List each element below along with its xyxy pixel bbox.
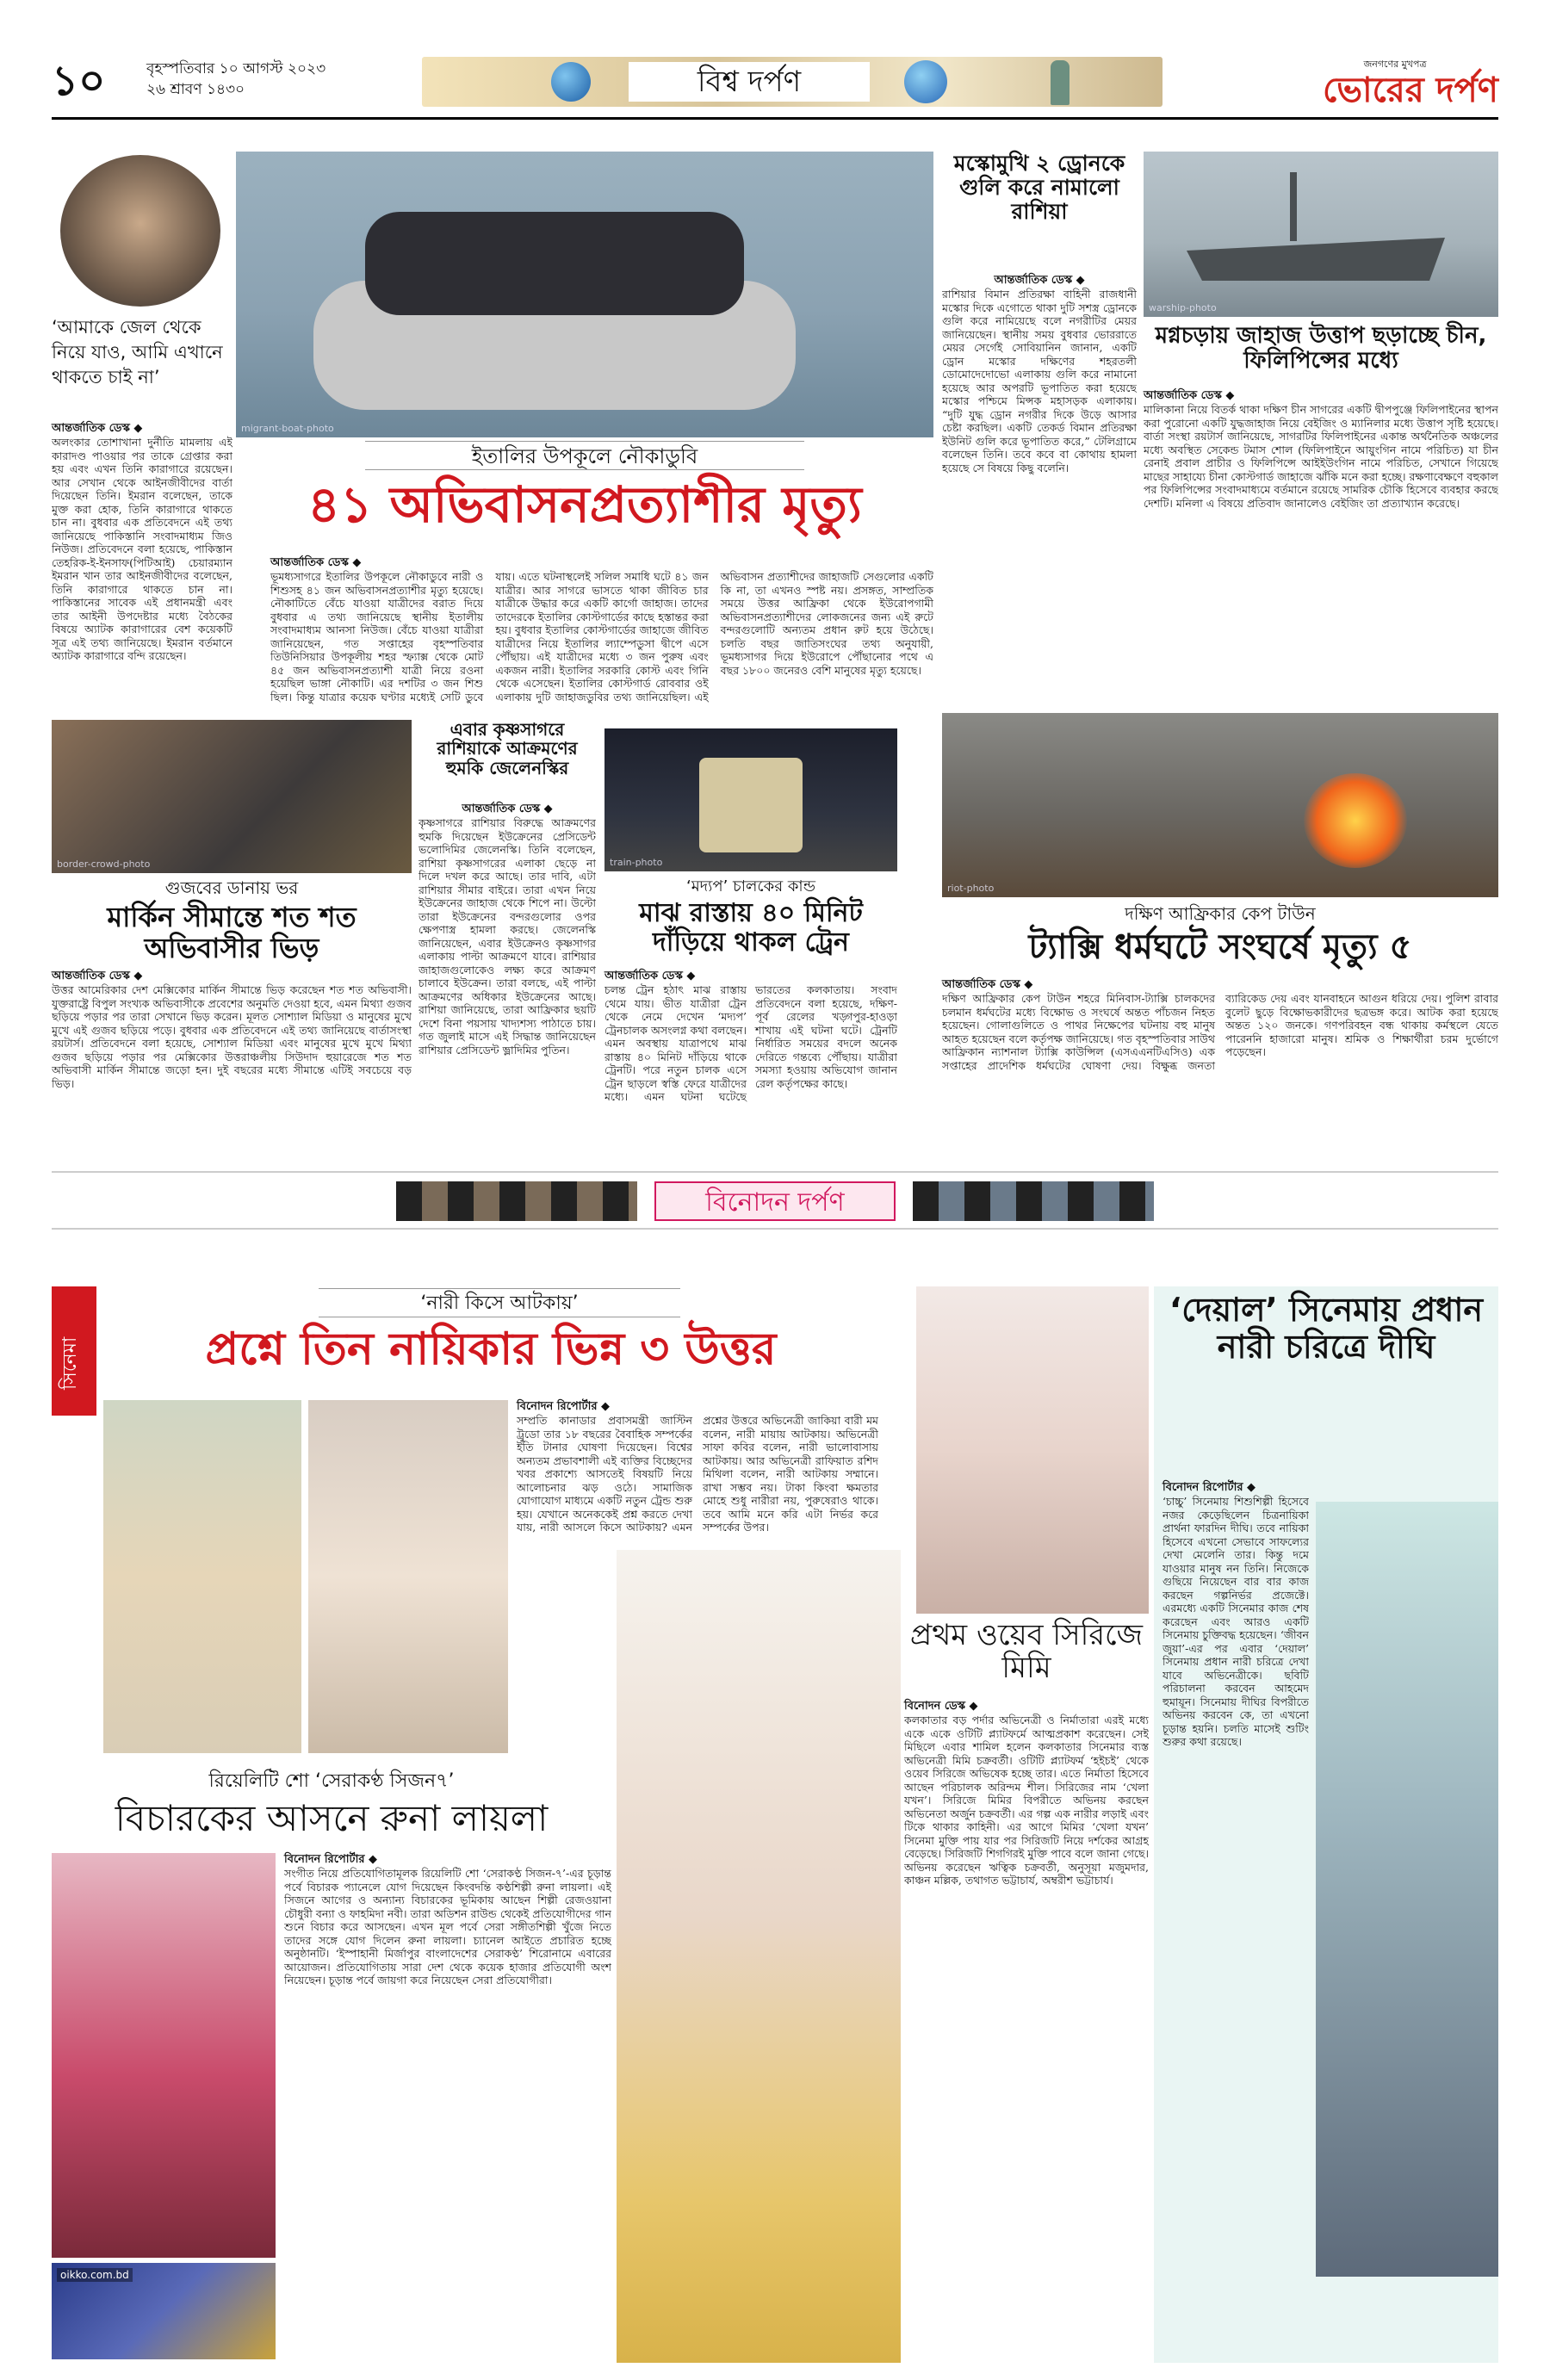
desk-label: আন্তর্জাতিক ডেস্ক ◆ <box>942 978 1033 991</box>
masthead-date <box>146 59 405 100</box>
people-group <box>365 212 744 315</box>
dighi-photo <box>1316 1502 1498 2277</box>
riot-photo: riot-photo <box>942 713 1498 897</box>
headline: মস্কোমুখি ২ ড্রোনকে গুলি করে নামালো রাশিয়া <box>953 151 1125 224</box>
article-body: দক্ষিণ আফ্রিকার কেপ টাউন শহরে মিনিবাস-ট্যাক্সি চালকদের চলমান ধর্মঘটের মধ্যে বিক্ষোভ ও সংঘর্ষে অন্তত পাঁচজন নিহত হয়েছেন। গোলাগুলিতে ও পাথর নিক্ষেপের ঘটনায় বহু মানুষ আহত হয়েছেন বলে কর্তৃপক্ষ জানিয়েছে। গত বৃহস্পতিবার সাউথ আফ্রিকান ন্যাশনাল ট্যাক্সি কাউন্সিল (এসএএনটিএসিও) এক সপ্তাহের প্রাদেশিক ধর্মঘটের ঘোষণা দেয়। বিক্ষুব্ধ জনতা ব্যারিকেড দেয় এবং যানবাহনে আগুন ধরিয়ে দেয়। পুলিশ রাবার বুলেট ছুড়ে বিক্ষোভকারীদের ছত্রভঙ্গ করে। আটক করা হয়েছে অন্তত ১২০ জনকে। গণপরিবহন বন্ধ থাকায় কর্মস্থলে যেতে পারেননি হাজারো মানুষ। শ্রমিক ও শিক্ষার্থীরা চরম দুর্ভোগে পড়েছেন। <box>942 992 1498 1072</box>
article-body: কলকাতার বড় পর্দার অভিনেত্রী ও নির্মাতারা এরই মধ্যে একে একে ওটিটি প্ল্যাটফর্মে আত্মপ্রকাশ করেছেন। সেই মিছিলে এবার শামিল হলেন কলকাতার সিনেমার ব্যস্ত অভিনেত্রী মিমি চক্রবর্তী। ওটিটি প্ল্যাটফর্ম ‘হইচই’ থেকে ওয়েব সিরিজে অভিষেক হচ্ছে তার। এতে নির্মাতা হিসেবে আছেন পরিচালক অরিন্দম শীল। সিরিজের নাম ‘খেলা যখন’। সিরিজে মিমির বিপরীতে অভিনয় করছেন অভিনেতা অর্জুন চক্রবর্তী। এর গল্প এক নারীর লড়াই এবং টিকে থাকার কাহিনী। এর আগে মিমির ‘খেলা যখন’ সিনেমা মুক্তি পায় যার পর সিরিজটি নিয়ে দর্শকের আগ্রহ বেড়েছে। সিরিজটি শিগগিরই মুক্তি পাবে বলে জানা গেছে। অভিনয় করেছেন ঋত্বিক চক্রবর্তী, অনুসূয়া মজুমদার, কাঞ্চন মল্লিক, তথাগত ভট্টাচার্য, অম্বরীশ ভট্টাচার্য। <box>904 1714 1149 1887</box>
desk-label: আন্তর্জাতিক ডেস্ক ◆ <box>52 970 143 982</box>
kicker: ইতালির উপকূলে নৌকাডুবি <box>365 441 804 470</box>
heroine-photo-3 <box>916 1286 1149 1614</box>
kicker: ‘নারী কিসে আটকায়’ <box>319 1288 680 1317</box>
kicker: ‘মদ্যপ’ চালকের কান্ড <box>685 877 816 896</box>
desk-label: আন্তর্জাতিক ডেস্ক ◆ <box>604 970 696 982</box>
brand-tagline: জনগণের মুখপত্র <box>1363 59 1427 70</box>
masthead <box>52 53 1498 133</box>
headline: প্রথম ওয়েব সিরিজে মিমি <box>909 1618 1144 1686</box>
side-tag-label: সিনেমা <box>59 1336 81 1390</box>
heroine-photo-1 <box>103 1400 301 1753</box>
gujarat-body-block <box>52 968 591 1128</box>
desk-label: বিনোদন রিপোর্টার ◆ <box>517 1400 611 1413</box>
headline: ৪১ অভিবাসনপ্রত্যাশীর মৃত্যু <box>307 475 862 534</box>
stage-photo <box>52 2263 276 2359</box>
article-body: সম্প্রতি কানাডার প্রবাসমন্ত্রী জাস্টিন ট্রুডো তার ১৮ বছরের বৈবাহিক সম্পর্কের ইতি টানার ঘোষণা দিয়েছেন। বিশ্বের অন্যতম প্রভাবশালী এই ব্যক্তির বিচ্ছেদের খবর প্রকাশ্যে আসতেই বিষয়টি নিয়ে আলোচনার ঝড় ওঠে। সামাজিক যোগাযোগ মাধ্যমে একটি নতুন ট্রেন্ড শুরু হয়। যেখানে অনেককেই প্রশ্ন করতে দেখা যায়, নারী আসলে কিসে আটকায়? এমন প্রশ্নের উত্তরে অভিনেত্রী জাকিয়া বারী মম বলেন, নারী মায়ায় আটকায়। অভিনেত্রী সাফা কবির বলেন, নারী ভালোবাসায় আটকায়। আর অভিনেত্রী রাফিয়াত রশিদ মিথিলা বলেন, নারী আটকায় সম্মানে। রাখা সম্ভব নয়। টাকা কিংবা ক্ষমতার মোহে শুধু নারীরা নয়, পুরুষেরাও থাকে। তবে আমি মনে করি এটা নির্ভর করে সম্পর্কের উপর। <box>517 1414 878 1534</box>
article-moscow <box>942 152 1137 703</box>
headline: বিচারকের আসনে রুনা লায়লা <box>115 1797 549 1839</box>
article-runa <box>52 1769 611 2363</box>
kicker: রিয়েলিটি শো ‘সেরাকণ্ঠ সিজন৭’ <box>208 1770 455 1792</box>
border-crowd-photo: border-crowd-photo <box>52 720 412 873</box>
film-strip-right <box>913 1181 1154 1221</box>
fire-shape <box>1304 773 1407 868</box>
globe-icon <box>551 62 591 102</box>
article-body: অলংকার তোশাখানা দুর্নীতি মামলায় এই কারাদণ্ড পাওয়ার পর তাকে গ্রেপ্তার করা হয় এবং এখন তিনি কারাগারে রয়েছেন। আর সেখান থেকে আইনজীবীদের বার্তা দিয়েছেন তিনি। ইমরান বলেছেন, তাকে মুক্ত করা হোক, তিনি কারাগারে থাকতে চান না। বুধবার এক প্রতিবেদনে এই তথ্য জানিয়েছে পাকিস্তানি সংবাদমাধ্যম জিও নিউজ। প্রতিবেদনে বলা হয়েছে, পাকিস্তান তেহরিক-ই-ইনসাফ(পিটিআই) চেয়ারম্যান ইমরান খান তার আইনজীবীদের বলেছেন, তিনি কারাগারে থাকতে চান না। পাকিস্তানের সাবেক এই প্রধানমন্ত্রী এবং তার আইনী উপদেষ্টার মধ্যে বৈঠকের বিষয়ে অ্যাটক কারাগারের বেশ কয়েকটি সূত্র এই তথ্য জানিয়েছে। ইমরান বর্তমানে অ্যাটক কারাগারে বন্দি রয়েছেন। <box>52 436 232 662</box>
article-body: ভূমধ্যসাগরে ইতালির উপকূলে নৌকাডুবে নারী ও শিশুসহ ৪১ জন অভিবাসনপ্রত্যাশীর মৃত্যু হয়েছে। নৌকাটিতে বেঁচে যাওয়া যাত্রীদের বরাত দিয়ে বুধবার এ তথ্য জানিয়েছে স্থানীয় ইতালীয় সংবাদমাধ্যম আনসা নিউজ। বেঁচে যাওয়া যাত্রীরা জানিয়েছেন, গত সপ্তাহের বৃহস্পতিবার তিউনিসিয়ার উপকূলীয় শহর স্ফ্যাক্স থেকে মোট ৪৫ জন অভিবাসনপ্রত্যাশী যাত্রী নিয়ে রওনা হয়েছিল ভাঙ্গা নৌকাটি। এর দশটির ৩ জন শিশু ছিল। কিন্তু যাত্রার কয়েক ঘণ্টার মধ্যেই সেটি ডুবে যায়। এতে ঘটনাস্থলেই সলিল সমাধি ঘটে ৪১ জন যাত্রীর। আর সাগরে ভাসতে থাকা জীবিত চার যাত্রীকে উদ্ধার করে একটি কার্গো জাহাজ। তাদের তাদেরকে ইতালির কোস্টগার্ডের কাছে হস্তান্তর করা হয়। বুধবার ইতালির কোস্টগার্ডের জাহাজে জীবিত যাত্রীদের নিয়ে ইতালির ল্যাম্পেডুসা দ্বীপে এসে পৌঁছায়। এই যাত্রীদের মধ্যে ৩ জন পুরুষ এবং একজন নারী। ইতালির সরকারি কোস্ট এবং গিনি থেকে এসেছেন। ইতালির কোস্টগার্ড রোববার ওই এলাকায় দুটি জাহাজডুবির তথ্য জানিয়েছিল। এই অভিবাসন প্রত্যাশীদের জাহাজটি সেগুলোর একটি কি না, তা এখনও স্পষ্ট নয়। প্রসঙ্গত, সাম্প্রতিক সময়ে উত্তর আফ্রিকা থেকে ইউরোপগামী অভিবাসনপ্রত্যাশীদের লোকজনের জন্য এই রুটে বন্দরগুলোটি অন্যতম প্রধান রুট হয়ে উঠেছে। চলতি বছর জাতিসংঘের তথ্য অনুযায়ী, ভূমধ্যসাগর দিয়ে ইউরোপে পৌঁছানোর পথে এ বছর ১৮০০ জনেরও বেশি মানুষের মৃত্যু হয়েছে। <box>270 570 933 703</box>
article-body: কৃষ্ণসাগরে রাশিয়ার বিরুদ্ধে আক্রমণের হুমকি দিয়েছেন ইউক্রেনের প্রেসিডেন্ট ভলোদিমির জেলেনস্কি। তিনি বলেছেন, রাশিয়া কৃষ্ণসাগরের এলাকা ছেড়ে না দিলে দখল করে আছে। তার দাবি, এটা রাশিয়ার সীমার বাইরে। তারা এখন নিয়ে ইউক্রেনের জাহাজ থেকে শিপে না। উল্টো তারা ইউক্রেনের বন্দরগুলোর ওপর ক্ষেপণাস্ত্র হামলা করছে। জেলেনস্কি জানিয়েছেন, এবার ইউক্রেনও কৃষ্ণসাগর এলাকায় পাল্টা আক্রমণে যাবে। রাশিয়ার জাহাজগুলোকেও লক্ষ্য করে আক্রমণ চালাবে ইউক্রেন। তারা বলছে, এই পাল্টা আক্রমণের অধিকার ইউক্রেনের আছে। রাশিয়া জানিয়েছে, তারা আফ্রিকার ছয়টি দেশে বিনা পয়সায় খাদ্যশস্য পাঠাতে চায়। গত জুলাই মাসে এই সিদ্ধান্ত জানিয়েছেন রাশিয়ার প্রেসিডেন্ট ভ্লাদিমির পুতিন। <box>418 816 596 1057</box>
headline: মার্কিন সীমান্তে শত শত অভিবাসীর ভিড় <box>107 901 356 964</box>
article-boat <box>236 441 933 728</box>
article-body: মালিকানা নিয়ে বিতর্ক থাকা দক্ষিণ চীন সাগরের একটি দ্বীপপুঞ্জে ফিলিপাইনের স্থাপন করা পুরোনো একটি যুদ্ধজাহাজ নিয়ে বেইজিং ও ম্যানিলার মধ্যে উত্তাপ সৃষ্টি হয়েছে। বার্তা সংস্থা রয়টার্স জানিয়েছে, সাগরটির ফিলিপাইনের একান্ত অর্থনৈতিক অঞ্চলের মধ্যে অবস্থিত সেকেন্ড টমাস শোল (ফিলিপাইনে আয়ুংগিন নামে পরিচিত) যা চীন রেনাই প্রবাল প্রাচীর ও ফিলিপিন্সে আইইউংগিন নামে পরিচিত, সেখানে গিয়েছে মাছের সাহায্যে চীনা কোস্টগার্ড জাহাজে ঝাঁকি মনে করা হচ্ছে। রক্ষণাবেক্ষণে বহুকাল পর ফিলিপিন্সের সংবাদমাধ্যমে বর্তমানে রয়েছে সামরিক চৌকি হিসেবে ব্যবহার করছে দেশটি। মনিলা এ বিষয়ে প্রতিবাদ জানালেও বেইজিং তা প্রত্যাখ্যান করেছে। <box>1144 403 1498 510</box>
headline: ট্যাক্সি ধর্মঘটে সংঘর্ষে মৃত্যু ৫ <box>1028 927 1412 967</box>
imran-portrait <box>60 155 220 307</box>
headline: ‘আমাকে জেল থেকে নিয়ে যাও, আমি এখানে থাকতে চাই না’ <box>52 317 223 387</box>
article-body: ‘চাচ্চু’ সিনেমায় শিশুশিল্পী হিসেবে নজর কেড়েছিলেন চিত্রনায়িকা প্রার্থনা ফারদিন দীঘি। তবে নায়িকা হিসেবে এখনো সেভাবে সাফল্যের দেখা মেলেনি তার। কিন্তু দমে যাওয়ার মানুষ নন তিনি। নিজেকে গুছিয়ে নিয়েছেন বার বার কাজ করছেন গল্পনির্ভর প্রজেক্টে। এরমধ্যে একটি সিনেমার কাজ শেষ করেছেন এবং আরও একটি সিনেমায় চুক্তিবদ্ধ হয়েছেন। ‘জীবন জুয়া’-এর পর এবার ‘দেয়াল’ সিনেমায় প্রধান নারী চরিত্রে দেখা যাবে অভিনেত্রীকে। ছবিটি পরিচালনা করবেন আহমেদ হুমায়ূন। সিনেমায় দীঘির বিপরীতে অভিনয় করবেন কে, তা এখনো চূড়ান্ত হয়নি। চলতি মাসেই শুটিং শুরুর কথা রয়েছে। <box>1162 1495 1309 1748</box>
headline: মগ্নচড়ায় জাহাজ উত্তাপ ছড়াচ্ছে চীন, ফিলিপিন্সের মধ্যে <box>1155 323 1487 375</box>
ship-shape <box>1187 238 1445 281</box>
ship-mast <box>1290 172 1297 241</box>
article-body: রাশিয়ার বিমান প্রতিরক্ষা বাহিনী রাজধানী মস্কোর দিকে এগোতে থাকা দুটি সশস্ত্র ড্রোনকে গুলি করে নামিয়েছে বলে নগরীটির মেয়র জানিয়েছেন। স্থানীয় সময় বুধবার ভোররাতে মেয়র সের্গেই সোবিয়ানিন জানান, একটি ড্রোন মস্কোর দক্ষিণের শহরতলী ডোমোদেদোভো এলাকায় গুলি করে নামানো হয়েছে আর অপরটি ভূপাতিত করা হয়েছে মস্কোর পশ্চিমে মিন্সক মহাসড়ক এলাকায়। “দুটি যুদ্ধ ড্রোন নগরীর দিকে উড়ে আসার চেষ্টা করছিল। একটি তেকর্ড বিমান প্রতিরক্ষা ইউনিট গুলি করে ভূপাতিত করে,” টেলিগ্রামে বলেছেন তিনি। তবে কবে বা কোথায় হামলা হয়েছে সে বিষয়ে কিছু বলেনি। <box>942 288 1137 474</box>
section-title: বিশ্ব দর্পণ <box>629 62 870 102</box>
liberty-icon <box>1051 60 1070 105</box>
runa-photo <box>52 1853 276 2258</box>
desk-label: আন্তর্জাতিক ডেস্ক ◆ <box>994 274 1085 287</box>
headline: ‘দেয়াল’ সিনেমায় প্রধান নারী চরিত্রে দীঘি <box>1169 1291 1484 1366</box>
brand-logo: ভোরের দর্পণ <box>1323 71 1498 110</box>
headline: মাঝ রাস্তায় ৪০ মিনিট দাঁড়িয়ে থাকল ট্রেন <box>639 898 863 958</box>
article-body: সংগীত নিয়ে প্রতিযোগিতামূলক রিয়েলিটি শো ‘সেরাকণ্ঠ সিজন-৭’-এর চূড়ান্ত পর্বে বিচারক প্যানেলে যোগ দিয়েছেন কিংবদন্তি কণ্ঠশিল্পী রুনা লায়লা। এই সিজনে আগের ও অন্যান্য বিচারকের ভূমিকায় আছেন শিল্পী রেজওয়ানা চৌধুরী বন্যা ও ফাহমিদা নবী। তারা অডিশন রাউন্ড থেকেই প্রতিযোগীদের গান শুনে বিচার করে আসছেন। এখন মূল পর্বে সেরা সঙ্গীতশিল্পী খুঁজে নিতে তাদের সঙ্গে যোগ দিলেন রুনা লায়লা। চ্যানেল আইতে প্রচারিত হচ্ছে অনুষ্ঠানটি। ‘ইস্পাহানী মির্জাপুর বাংলাদেশের সেরাকণ্ঠ’ শিরোনামে এবারের আয়োজন। প্রতিযোগিতায় সারা দেশ থেকে কয়েক হাজার প্রতিযোগী অংশ নিয়েছেন। চূড়ান্ত পর্বে জায়গা করে নিয়েছেন সেরা প্রতিযোগীরা। <box>284 1867 611 1986</box>
article-deyal <box>1154 1286 1498 2363</box>
section-title: বিনোদন দর্পণ <box>654 1181 896 1221</box>
desk-label: আন্তর্জাতিক ডেস্ক ◆ <box>462 803 553 815</box>
page-number: ১০ <box>52 57 106 105</box>
train-photo: train-photo <box>604 728 897 871</box>
mimi-photo <box>617 1550 901 2363</box>
desk-label: বিনোদন রিপোর্টার ◆ <box>284 1853 378 1866</box>
masthead-rule <box>52 117 1498 120</box>
article-capetown <box>942 902 1498 1128</box>
headline: প্রশ্নে তিন নায়িকার ভিন্ন ৩ উত্তর <box>205 1323 777 1375</box>
desk-label: আন্তর্জাতিক ডেস্ক ◆ <box>270 556 362 569</box>
kicker: গুজবের ডানায় ভর <box>164 877 299 898</box>
heroine-photo-2 <box>308 1400 508 1753</box>
article-train <box>604 877 897 1126</box>
headline: এবার কৃষ্ণসাগরে রাশিয়াকে আক্রমণের হুমকি জেলেনস্কির <box>437 719 578 778</box>
masthead-banner-art <box>422 57 1162 107</box>
desk-label: আন্তর্জাতিক ডেস্ক ◆ <box>52 422 143 435</box>
desk-label: বিনোদন ডেস্ক ◆ <box>904 1700 978 1713</box>
film-strip-left <box>396 1181 637 1221</box>
migrant-boat-photo: migrant-boat-photo <box>236 152 933 437</box>
train-front <box>699 758 803 852</box>
article-china <box>1144 324 1498 703</box>
date-line-1: বৃহস্পতিবার ১০ আগস্ট ২০২৩ <box>146 60 326 77</box>
article-imran <box>52 152 232 720</box>
warship-photo: warship-photo <box>1144 152 1498 317</box>
stage-logo: oikko.com.bd <box>57 2268 133 2282</box>
article-body: উত্তর আমেরিকার দেশ মেক্সিকোর মার্কিন সীমান্তে ভিড় করেছেন শত শত অভিবাসী। যুক্তরাষ্ট্রে বিপুল সংখ্যক অভিবাসীকে প্রবেশের অনুমতি দেওয়া হবে, এমন মিথ্যা গুজব ছড়িয়ে পড়ার পর তারা সেখানে ভিড় করেন। মূলত সোশ্যাল মিডিয়া ও মানুষের মুখে মুখে এই গুজব ছড়িয়ে পড়ে। বুধবার এক প্রতিবেদনে এই তথ্য জানিয়েছে বার্তাসংস্থা রয়টার্স। প্রতিবেদনে বলা হয়েছে, সোশ্যাল মিডিয়া এবং মানুষের মুখে মুখে মিথ্যা গুজব ছড়িয়ে পড়ার পর মেক্সিকোর উত্তরাঞ্চলীয় সিউদাদ হুয়ারেজে শত শত অভিবাসী মার্কিন সীমান্তে জড়ো হন। দুই বছরের মধ্যে সীমান্তে এটিই সবচেয়ে বড় ভিড়। <box>52 983 412 1090</box>
article-body: চলন্ত ট্রেন হঠাৎ মাঝ রাস্তায় থেমে যায়। ভীত যাত্রীরা ট্রেন থেকে নেমে দেখেন ‘মদ্যপ’ ট্রেনচালক অসংলগ্ন কথা বলছেন। এমন অবস্থায় যাত্রাপথে মাঝ রাস্তায় ৪০ মিনিট দাঁড়িয়ে থাকে ট্রেনটি। পরে নতুন চালক এসে ট্রেন ছাড়লে স্বস্তি ফেরে যাত্রীদের মধ্যে। এমন ঘটনা ঘটেছে ভারতের কলকাতায়। সংবাদ প্রতিবেদনে বলা হয়েছে, দক্ষিণ-পূর্ব রেলের খড়্গপুর-হাওড়া শাখায় এই ঘটনা ঘটে। ট্রেনটি নির্ধারিত সময়ের বদলে অনেক দেরিতে গন্তব্যে পৌঁছায়। যাত্রীরা সমস্যা হওয়ায় অভিযোগ জানান রেল কর্তৃপক্ষের কাছে। <box>604 983 897 1103</box>
article-mimi <box>904 1619 1149 2363</box>
date-line-2: ২৬ শ্রাবণ ১৪৩০ <box>146 81 245 98</box>
kicker: দক্ষিণ আফ্রিকার কেপ টাউন <box>1125 903 1316 924</box>
globe-icon <box>904 60 947 103</box>
cinema-side-tag <box>52 1286 96 1416</box>
entertainment-banner <box>52 1171 1498 1230</box>
desk-label: আন্তর্জাতিক ডেস্ক ◆ <box>1144 389 1235 402</box>
desk-label: বিনোদন রিপোর্টার ◆ <box>1162 1481 1256 1494</box>
